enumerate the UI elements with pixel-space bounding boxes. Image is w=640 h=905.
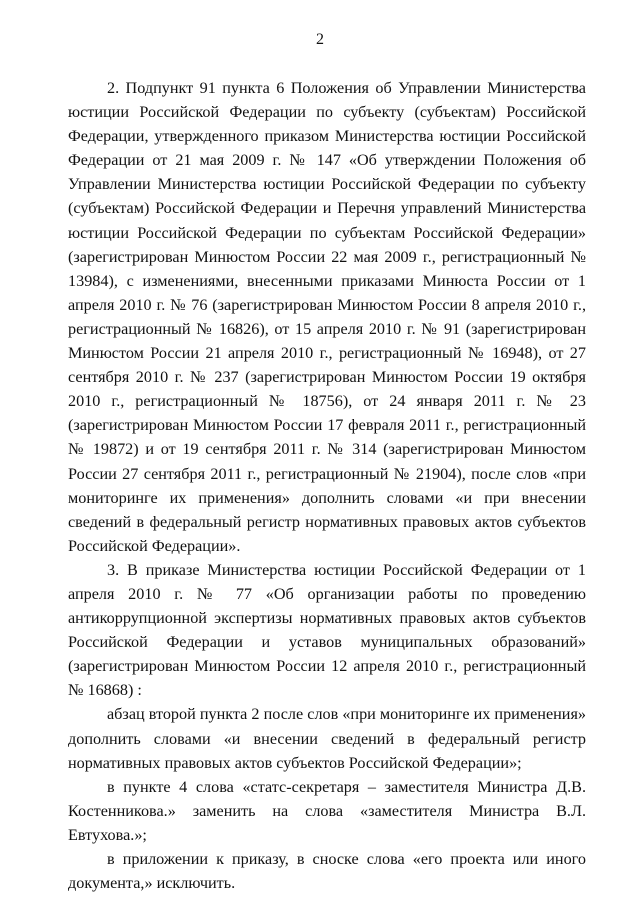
paragraph-item-3: 3. В приказе Министерства юстиции Российской Федерации от 1 апреля 2010 г. № 77 «Об организации работы по проведению антикоррупционной экспертизы нормативных правовых актов субъектов Российской Федерации и уставов муниципальных образований» (зарегистрирован Минюстом России 12 апреля 2010 г., регистрационный № 16868) :: [68, 560, 586, 700]
paragraph-amendment-clause-2: абзац второй пункта 2 после слов «при мониторинге их применения» дополнить словами «и внесении сведений в федеральный регистр нормативных правовых актов субъектов Российской Федерации»;: [68, 705, 586, 772]
page-number: 2: [316, 31, 324, 48]
paragraph-amendment-appendix: в приложении к приказу, в сноске слова «его проекта или иного документа,» исключить.: [68, 850, 586, 893]
paragraph-item-2: 2. Подпункт 91 пункта 6 Положения об Управлении Министерства юстиции Российской Федерации по субъекту (субъектам) Российской Федерации, утвержденного приказом Министерства юстиции Российской Федерации от 21 мая 2009 г. № 147 «Об утверждении Положения об Управлении Министерства юстиции Российской Федерации по субъекту (субъектам) Российской Федерации и Перечня управлений Министерства юстиции Российской Федерации по субъектам Российской Федерации» (зарегистрирован Минюстом России 22 мая 2009 г., регистрационный № 13984), с изменениями, внесенными приказами Минюста России от 1 апреля 2010 г. № 76 (зарегистрирован Минюстом России 8 апреля 2010 г., регистрационный № 16826), от 15 апреля 2010 г. № 91 (зарегистрирован Минюстом России 21 апреля 2010 г., регистрационный № 16948), от 27 сентября 2010 г. № 237 (зарегистрирован Минюстом России 19 октября 2010 г., регистрационный № 18756), от 24 января 2011 г. № 23 (зарегистрирован Минюстом России 17 февраля 2011 г., регистрационный № 19872) и от 19 сентября 2011 г. № 314 (зарегистрирован Минюстом России 27 сентября 2011 г., регистрационный № 21904), после слов «при мониторинге их применения» дополнить словами «и при внесении сведений в федеральный регистр нормативных правовых актов субъектов Российской Федерации».: [68, 79, 586, 555]
document-body: [68, 76, 586, 895]
paragraph-amendment-clause-4: в пункте 4 слова «статс-секретаря – заместителя Министра Д.В. Костенникова.» заменить на слова «заместителя Министра В.Л. Евтухова.»;: [68, 777, 586, 844]
